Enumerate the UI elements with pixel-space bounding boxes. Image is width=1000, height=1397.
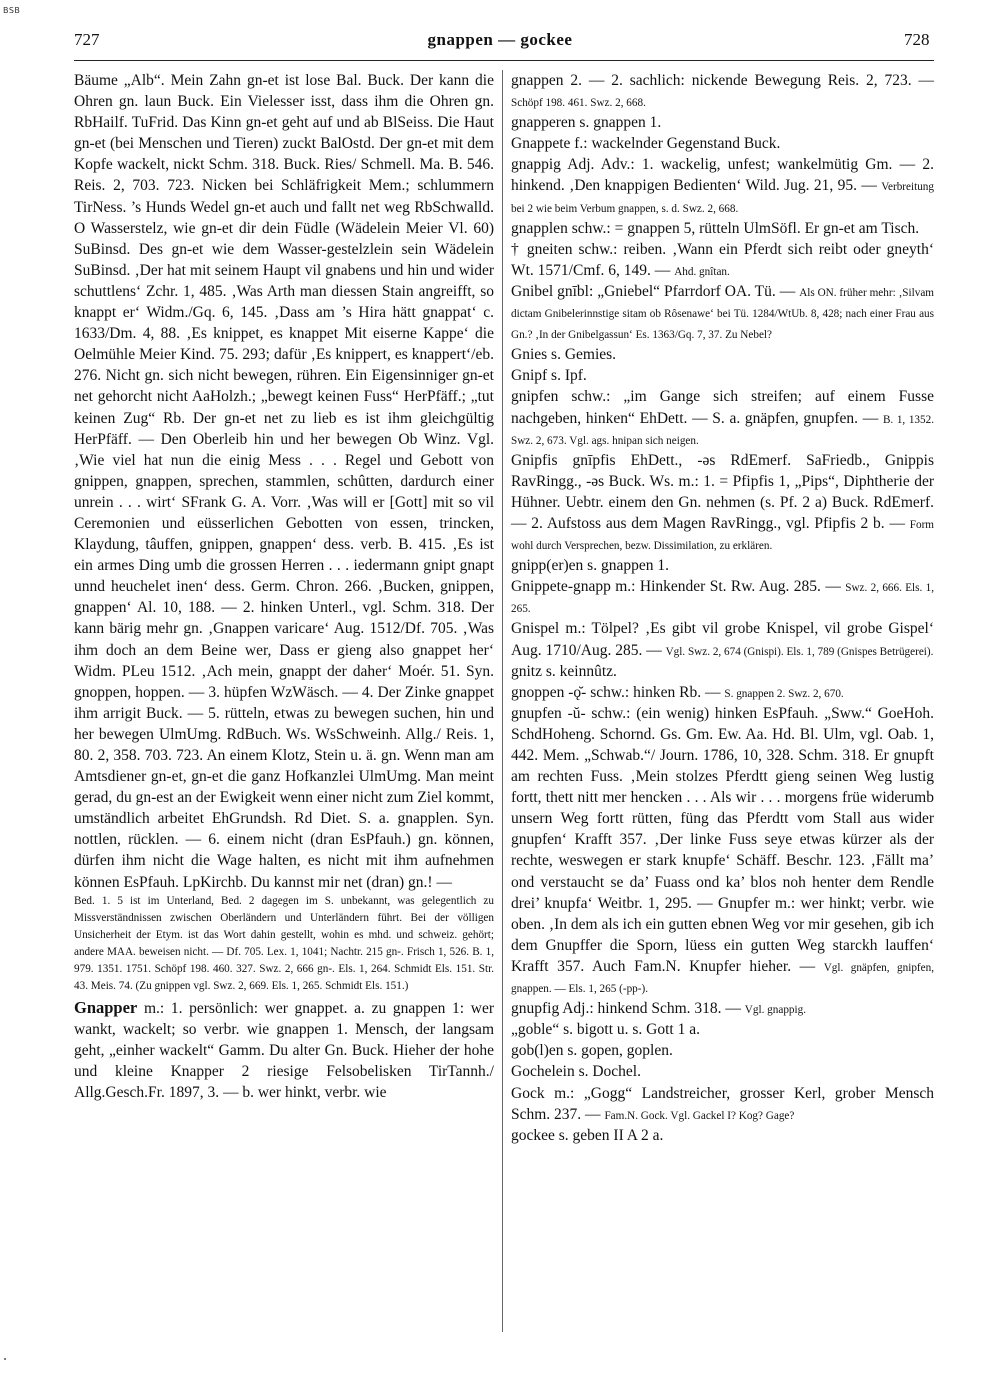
entry-gnupfig: gnupfig Adj.: hinkend Schm. 318. — Vgl. gnappig. (511, 1000, 807, 1018)
left-column (74, 70, 494, 1103)
header-rule (74, 60, 934, 61)
column-separator (502, 70, 503, 1332)
entry-gnappen-continued: Bäume „Alb“. Mein Zahn gn-et ist lose Bal. Buck. Der kann die Ohren gn. laun Buck. Ein Vielesser isst, dass ihm die Ohren gn. RbHailf. TuFrid. Das Kinn gn-et geht auf und ab BlSeiss. Die Haut gn-et (bei Menschen und Tieren) zuckt BalOstd. Der gn-et mit dem Kopfe wackelt, nickt Schm. 318. Buck. Ries/ Schmell. Ma. B. 546. Reis. 2, 703. 723. Nicken bei Schläfrigkeit Mem.; schlummern TirNess. ’s Hunds Wedel gn-et auch und fallt net weg RbSchwalld. O Wasserstelz, wie gn-et dir dein Füdle (Wädelein Meier Vl. 60) SuBinsd. Des gn-et wie dem Wasser-gestelzlein sein Wädelein SuBinsd. ‚Der hat mit seinem Haupt vil gnabens und hin und wider schuttlens‘ Zchr. 1, 485. ‚Was Arth man diessen Stain angreifft, so knappt er‘ Widm./Gq. 6, 145. ‚Dass am ’s Hira hätt gnappat‘ c. 1633/Dm. 4, 88. ‚Es knippet, es knappet Mit eiserne Kappe‘ die Oelmühle Meier Kind. 75. 293; dafür ‚Es knippert, es knappert‘/eb. 276. Nicht gn. sich nicht bewegen, rühren. Ein Eigensinniger gn-et net gehorcht nicht AaHolzh.; „bewegt keinen Fuss“ HerPfäff.; „tut keinen Zug“ Rb. Der gn-et net zu lieb es ist ihm gleichgültig HerPfäff. — Den Oberleib hin und her bewegen Ob Winz. Vgl. ‚Wie viel hat nun die einig Mess . . . Regel und Gebott von gnippen, gnappen, sprechen, stammlen, schûtten, dardurch einer unrein . . . wirt‘ SFrank G. A. Vorr. ‚Was will er [Gott] mit so vil Ceremonien und eüsserlichen Gebotten von essen, trincken, Klaydung, tâuffen, gnippen, gnappen‘ dess. verb. B. 415. ‚Es ist ein armes Ding umb die grossen Herren . . . iedermann gnipt gnapt unnd heuchelet inen‘ dess. Germ. Chron. 266. ‚Bucken, gnippen, gnappen‘ Al. 10, 188. — 2. hinken Unterl., vgl. Schm. 318. Der kann bärig mehr gn. ‚Gnappen varicare‘ Aug. 1512/Df. 705. ‚Was ihm doch an dem Beine wer, Dass er gieng also gnappet her‘ Widm. PLeu 1512. ‚Ach mein, gnappt der daher‘ Moér. 51. Syn. gnoppen, hoppen. — 3. hüpfen WzWäsch. — 4. Der Zinke gnappet ihm arrigit Buck. — 5. rütteln, etwas zu bewegen suchen, hin und her bewegen UlmUmg. RdBuch. Ws. WsSchweinh. Allg./ Reis. 1, 80. 2, 358. 703. 723. An einem Klotz, Stein u. ä. gn. Wenn man am Amtsdiener gn-et, gn-et die ganz Hofkanzlei UlmUmg. Man meint gerad, du gn-est an der Ewigkeit wenn einer nicht zum Ziel kommt, umständlich arbeitet EhGrundsh. Rd Diet. S. a. gnapplen. Syn. nottlen, rücklen. — 6. einem nicht (dran EsPfauh.) gn. können, dürfen ihm nicht die Wage halten, es nicht mit ihm aufnehmen können EsPfauh. LpKirchb. Du kannst mir net (dran) gn.! — (74, 72, 494, 891)
right-page-number: 728 (904, 30, 930, 49)
entry-gockee: gockee s. geben II A 2 a. (511, 1126, 664, 1144)
entry-gnupfen: gnupfen -ŭ- schw.: (ein wenig) hinken EsPfauh. „Sww.“ GoeHoh. SchdHoheng. Schornd. Gs. Gm. Ew. Aa. Hd. Bl. Ulm, vgl. Oab. 1, 442. Mem. „Schwab.“/ Journ. 1786, 10, 328. Schm. 318. Er gnupft am rechten Fuss. ‚Mein stolzes Pferdtt gieng seinen Weg lustig fortt, thett nitt mer hencken . . . Als wir . . . morgens früe widerumb unsern Weg fortt rütten, füng das Pferdtt vom Stall aus wider gnupfen‘ Krafft 357. ‚Der linke Fuss seye etwas kürzer als der rechte, weswegen er stark knupfe‘ Schäff. Beschr. 123. ‚Fällt ma’ ond verstaucht se da’ Fuass ond ka’ blos noh henter dem Rendle drei’ knupfa‘ Weitbr. 1, 295. — Gnupfer m.: wer hinkt; verbr. wie oben. ‚In dem als ich ein gutten ebnen Weg vor mir gesehen, gib ich dem Gnupffer die Sporn, lüess ein gutten Weg starckh lauffen‘ Krafft 357. Auch Fam.N. Knupfer hieher. — Vgl. gnäpfen, gnipfen, gnappen. — Els. 1, 265 (-pp-). (511, 704, 935, 996)
entry-gnappete: Gnappete f.: wackelnder Gegenstand Buck. (511, 135, 781, 153)
entry-gnispel: Gnispel m.: Tölpel? ‚Es gibt vil grobe Knispel, vil grobe Gispel‘ Aug. 1710/Aug. 285. — Vgl. Swz. 2, 674 (Gnispi). Els. 1, 789 (Gnispes Betrügerei). (511, 620, 934, 659)
entry-gneiten: † gneiten schw.: reiben. ‚Wann ein Pferdt sich reibt oder gneyth‘ Wt. 1571/Cmf. 6, 149. — Ahd. gnîtan. (511, 240, 934, 279)
page-header (0, 30, 1000, 54)
entry-gochelein: Gochelein s. Dochel. (511, 1063, 641, 1081)
entry-gnapper (74, 997, 494, 1103)
headword: Gnapper (74, 997, 138, 1017)
entry-gnies: Gnies s. Gemies. (511, 346, 617, 364)
entry-gnapplen: gnapplen schw.: = gnappen 5, rütteln UlmSöfl. Er gn-et am Tisch. (511, 219, 920, 237)
entry-gnoppen: gnoppen -ǫ̆- schw.: hinken Rb. — S. gnappen 2. Swz. 2, 670. (511, 683, 844, 701)
entry-gnapper-continued: gnappen 2. — 2. sachlich: nickende Bewegung Reis. 2, 723. — Schöpf 198. 461. Swz. 2, 668. (511, 72, 934, 110)
entry-gock: Gock m.: „Gogg“ Landstreicher, grosser Kerl, grober Mensch Schm. 237. — Fam.N. Gock. Vgl. Gackel I? Kog? Gage? (511, 1084, 934, 1123)
running-title: gnappen — gockee (427, 30, 573, 49)
right-column (511, 70, 934, 1146)
entry-gnibel: Gnibel gnībl: „Gniebel“ Pfarrdorf OA. Tü. — Als ON. früher mehr: ‚Silvam dictam Gnibelerinnstige sitam ob Rôsenawe‘ bei Tü. 1284/WtUb. 8, 428; nach einer Frau aus Gn.? ‚In der Gnibelgassun‘ Es. 1363/Gq. 7, 37. Zu Nebel? (511, 282, 934, 342)
entry-goblen: gob(l)en s. gopen, goplen. (511, 1042, 673, 1060)
scan-speck (4, 1358, 6, 1360)
library-stamp: BSB (3, 6, 21, 15)
entry-gnappig: gnappig Adj. Adv.: 1. wackelig, unfest; wankelmütig Gm. — 2. hinkend. ‚Den knappigen Bedienten‘ Wild. Jug. 21, 95. — Verbreitung bei 2 wie beim Verbum gnappen, s. d. Swz. 2, 668. (511, 156, 934, 215)
etymology-note: Bed. 1. 5 ist im Unterland, Bed. 2 dagegen im S. unbekannt, was gelegentlich zu Missverständnissen zwischen Oberländern und Unterländern führt. Bei der völligen Unsicherheit der Etym. ist das Wort dahin gestellt, wohin es mhd. und schweiz. gehört; andere MAA. beweisen nicht. — Df. 705. Lex. 1, 1041; Nachtr. 215 gn-. Frisch 1, 526. B. 1, 979. 1351. 1751. Schöpf 198. 460. 327. Swz. 2, 666 gn-. Els. 1, 264. Schmidt Els. 151. Str. 43. Meis. 74. (Zu gnippen vgl. Swz. 2, 669. Els. 1, 265. Schmidt Els. 151.) (74, 894, 494, 992)
entry-gnippete-gnapp: Gnippete-gnapp m.: Hinkender St. Rw. Aug. 285. — Swz. 2, 666. Els. 1, 265. (511, 578, 935, 616)
entry-gnitz: gnitz s. keinnûtz. (511, 662, 617, 680)
entry-gnipfen: gnipfen schw.: „im Gange sich streifen; auf einem Fusse nachgeben, hinken“ EhDett. — S. a. gnäpfen, gnupfen. — B. 1, 1352. Swz. 2, 673. Vgl. ags. hnipan sich neigen. (511, 388, 935, 447)
entry-gnipfis: Gnipfis gnīpfis EhDett., -əs RdEmerf. SaFriedb., Gnippis RavRingg., -əs Buck. Ws. m.: 1. = Pfipfis 1, „Pips“, Diphtherie der Hühner. Uebtr. einem den Gn. nehmen (s. Pf. 2 a) Buck. RdEmerf. — 2. Aufstoss aus dem Magen RavRingg., vgl. Pfipfis 2 b. — Form wohl durch Versprechen, bezw. Dissimilation, zu erklären. (511, 451, 934, 553)
left-page-number: 727 (74, 30, 100, 49)
entry-goble: „goble“ s. bigott u. s. Gott 1 a. (511, 1021, 700, 1039)
entry-gnippen: gnipp(er)en s. gnappen 1. (511, 557, 669, 575)
entry-body: m.: 1. persönlich: wer gnappet. a. zu gnappen 1: wer wankt, wackelt; so verbr. wie gnappen 1. Mensch, der langsam geht, „einher wackelt“ Gamm. Du alter Gn. Buck. Hieher der hohe und kleine Knapper 2 riesige Felsobelisken TirTannh./ Allg.Gesch.Fr. 1897, 3. — b. wer hinkt, verbr. wie (74, 999, 494, 1102)
entry-gnapperen: gnapperen s. gnappen 1. (511, 114, 662, 132)
entry-gnipf: Gnipf s. Ipf. (511, 367, 587, 385)
